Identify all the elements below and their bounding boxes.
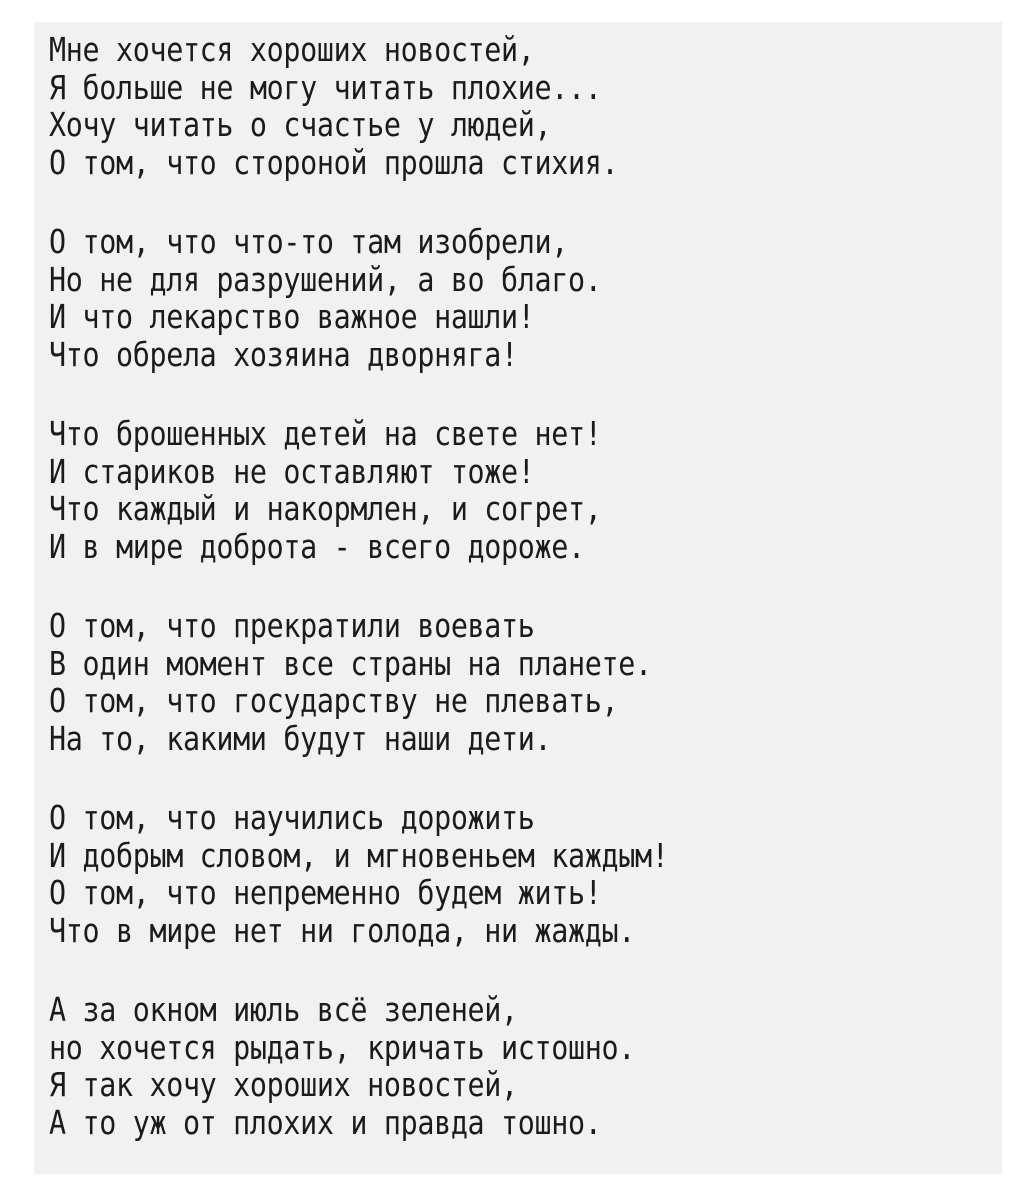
poem-line: Я больше не могу читать плохие... [49,67,602,107]
stanza-6 [49,991,769,1141]
poem-line: но хочется рыдать, кричать истошно. [49,1027,635,1067]
poem-line: И в мире доброта - всего дороже. [49,526,585,566]
poem-line: Что брошенных детей на свете нет! [49,414,602,453]
poem-line: Но не для разрушений, а во благо. [49,259,602,299]
poem-line: О том, что прекратили воевать [49,606,535,645]
poem-line: О том, что непременно будем жить! [49,873,602,912]
poem-line: Что каждый и накормлен, и согрет, [49,489,602,528]
poem-line: О том, что государству не плевать, [49,681,619,720]
poem-line: Хочу читать о счастье у людей, [49,105,552,144]
stanza-5 [49,799,769,949]
poem-line: Я так хочу хороших новостей, [49,1065,518,1104]
poem-line: О том, что научились дорожить [49,798,535,837]
poem-line: И добрым словом, и мгновеньем каждым! [49,835,669,875]
poem-line: О том, что что-то там изобрели, [49,222,569,261]
stanza-1 [49,31,769,181]
stanza-3 [49,415,769,565]
poem-line: О том, что стороной прошла стихия. [49,142,619,182]
poem-line: А за окном июль всё зеленей, [49,990,518,1029]
poem-line: И стариков не оставляют тоже! [49,451,535,491]
stanza-2 [49,223,769,373]
poem-line: Что обрела хозяина дворняга! [49,334,518,374]
stanza-4 [49,607,769,757]
poem-line: В один момент все страны на планете. [49,643,652,683]
poem-line: Мне хочется хороших новостей, [49,30,535,69]
poem-line: А то уж от плохих и правда тошно. [49,1102,602,1142]
poem-text [49,31,769,1141]
document-page [34,22,1002,1174]
poem-line: На то, какими будут наши дети. [49,718,552,758]
poem-line: Что в мире нет ни голода, ни жажды. [49,910,635,950]
poem-line: И что лекарство важное нашли! [49,297,535,336]
